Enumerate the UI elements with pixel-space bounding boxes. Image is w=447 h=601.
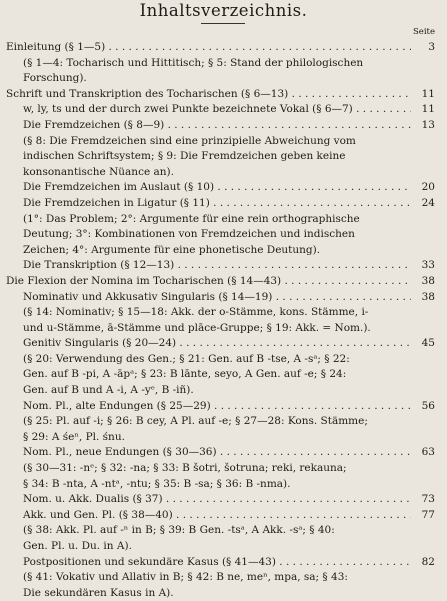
toc-description-text: (§ 38: Akk. Pl. auf -ⁿ in B; § 39: B Gen. -tsᵃ, A Akk. -sᵃ; § 40: [23,524,335,537]
toc-subsection-entry [0,102,447,118]
toc-description-line [0,71,447,87]
page-column-heading: Seite [412,27,435,37]
toc-description-text: (1°: Das Problem; 2°: Argumente für eine rein orthographische [23,212,360,225]
toc-entry-leader [23,445,411,461]
toc-entry-label: Akk. und Gen. Pl. (§ 38—40) . . . [23,508,411,524]
toc-page-number: 33 [411,258,435,274]
toc-page-number: 11 [411,87,435,103]
toc-entry-label: Einleitung (§ 1—5) . . . [6,40,411,56]
toc-description-text: und u-Stämme, ā-Stämme und plāce-Gruppe; § 19: Akk. = Nom.). [23,321,371,334]
toc-entry-label: Postpositionen und sekundäre Kasus (§ 41—43) . . . [23,555,411,571]
toc-page-number: 11 [411,102,435,118]
toc-description-text: Deutung; 3°: Kombinationen von Fremdzeichen und indischen [23,228,355,241]
toc-section-entry [0,87,447,103]
toc-entry-label: w, ly, ts und der durch zwei Punkte bezeichnete Vokal (§ 6—7) . . . [23,102,411,118]
toc-description-line [0,461,447,477]
toc-page-number: 20 [411,180,435,196]
toc-description-text: indischen Schriftsystem; § 9: Die Fremdzeichen geben keine [23,150,346,163]
toc-entry-leader [23,399,411,415]
toc-page-number: 82 [411,555,435,571]
toc-subsection-entry [0,399,447,415]
toc-list [0,40,447,601]
toc-description-text: Zeichen; 4°: Argumente für eine phonetische Deutung). [23,243,321,256]
toc-entry-label: Schrift und Transkription des Tocharischen (§ 6—13) . . . [6,87,411,103]
toc-entry-label: Nominativ und Akkusativ Singularis (§ 14—19) . . . [23,290,411,306]
toc-subsection-entry [0,555,447,571]
toc-entry-label: Die Flexion der Nomina im Tocharischen (§ 14—43) . . . [6,274,411,290]
toc-entry-leader [23,555,411,571]
toc-entry-leader [23,492,411,508]
toc-entry-label: Die Fremdzeichen in Ligatur (§ 11) . . . [23,196,411,212]
toc-description-text: Forschung). [23,72,87,85]
toc-entry-label: Nom. u. Akk. Dualis (§ 37) . . . [23,492,411,508]
toc-entry-leader [6,274,411,290]
toc-description-text: Gen. Pl. u. Du. in A). [23,540,132,552]
toc-description-text: konsonantische Nüance an). [23,165,174,178]
toc-description-text: (§ 14: Nominativ; § 15—18: Akk. der o-Stämme, kons. Stämme, i- [23,306,369,319]
toc-subsection-entry [0,445,447,461]
toc-entry-leader [23,180,411,196]
toc-subsection-entry [0,336,447,352]
toc-entry-label: Nom. Pl., alte Endungen (§ 25—29) . . . [23,399,411,415]
toc-page-number: 13 [411,118,435,134]
toc-description-text: Die sekundären Kasus in A). [23,586,174,599]
toc-description-line [0,367,447,383]
toc-description-line [0,477,447,493]
toc-description-line [0,56,447,72]
toc-description-text: (§ 20: Verwendung des Gen.; § 21: Gen. auf B -tse, A -sᵃ; § 22: [23,352,350,365]
toc-page-number: 3 [411,40,435,56]
toc-description-text: § 34: B -nta, A -ntᵃ, -ntu; § 35: B -sa; § 36: B -nma). [23,477,291,490]
toc-description-text: (§ 1—4: Tocharisch und Hittitisch; § 5: Stand der philologischen [23,56,364,69]
toc-description-line [0,570,447,586]
toc-description-text: (§ 41: Vokativ und Allativ in B; § 42: B ne, meⁿ, mpa, sa; § 43: [23,571,348,584]
toc-section-entry [0,274,447,290]
toc-page-number: 24 [411,196,435,212]
toc-entry-label: Nom. Pl., neue Endungen (§ 30—36) . . . [23,445,411,461]
toc-description-line [0,149,447,165]
toc-subsection-entry [0,118,447,134]
toc-entry-label: Die Fremdzeichen (§ 8—9) . . . [23,118,411,134]
toc-page-number: 63 [411,445,435,461]
toc-entry-leader [23,258,411,274]
toc-description-text: § 29: A śeⁿ, Pl. śnu. [23,430,125,443]
toc-entry-leader [23,196,411,212]
toc-description-text: (§ 30—31: -nᵉ; § 32: -na; § 33: B šotri, šotruna; reki, rekauna; [23,462,347,475]
toc-entry-label: Genitiv Singularis (§ 20—24) . . . [23,336,411,352]
toc-page-number: 56 [411,399,435,415]
toc-subsection-entry [0,492,447,508]
page-title: Inhaltsverzeichnis. [139,1,308,20]
toc-subsection-entry [0,258,447,274]
toc-description-text: Gen. auf B -pi, A -āpᵃ; § 23: B lānte, seyo, A Gen. auf -e; § 24: [23,368,347,381]
toc-page-number: 38 [411,274,435,290]
toc-entry-label: Die Transkription (§ 12—13) . . . [23,258,411,274]
toc-description-line [0,383,447,399]
toc-subsection-entry [0,290,447,306]
toc-page-number: 77 [411,508,435,524]
toc-entry-leader [23,508,411,524]
toc-description-text: (§ 8: Die Fremdzeichen sind eine prinzipielle Abweichung vom [23,134,356,147]
toc-description-line [0,523,447,539]
toc-description-line [0,165,447,181]
toc-description-text: Gen. auf B und A -i, A -yᵉ, B -iñ). [23,384,194,397]
toc-description-line [0,212,447,228]
toc-page-number: 38 [411,290,435,306]
toc-description-line [0,134,447,150]
toc-description-line [0,414,447,430]
toc-entry-leader [23,336,411,352]
toc-description-line [0,305,447,321]
toc-page-number: 45 [411,336,435,352]
toc-page-number: 73 [411,492,435,508]
toc-entry-leader [6,40,411,56]
toc-entry-leader [23,118,411,134]
toc-entry-leader [6,87,411,103]
toc-subsection-entry [0,508,447,524]
toc-entry-label: Die Fremdzeichen im Auslaut (§ 10) . . . [23,180,411,196]
toc-description-line [0,352,447,368]
toc-subsection-entry [0,180,447,196]
toc-description-line [0,539,447,555]
toc-description-line [0,321,447,337]
toc-section-entry [0,40,447,56]
toc-description-line [0,430,447,446]
toc-description-line [0,586,447,601]
toc-description-line [0,243,447,259]
title-rule [201,23,245,24]
toc-description-line [0,227,447,243]
toc-entry-leader [23,102,411,118]
toc-entry-leader [23,290,411,306]
toc-subsection-entry [0,196,447,212]
toc-description-text: (§ 25: Pl. auf -i; § 26: B cey, A Pl. auf -e; § 27—28: Kons. Stämme; [23,415,368,428]
